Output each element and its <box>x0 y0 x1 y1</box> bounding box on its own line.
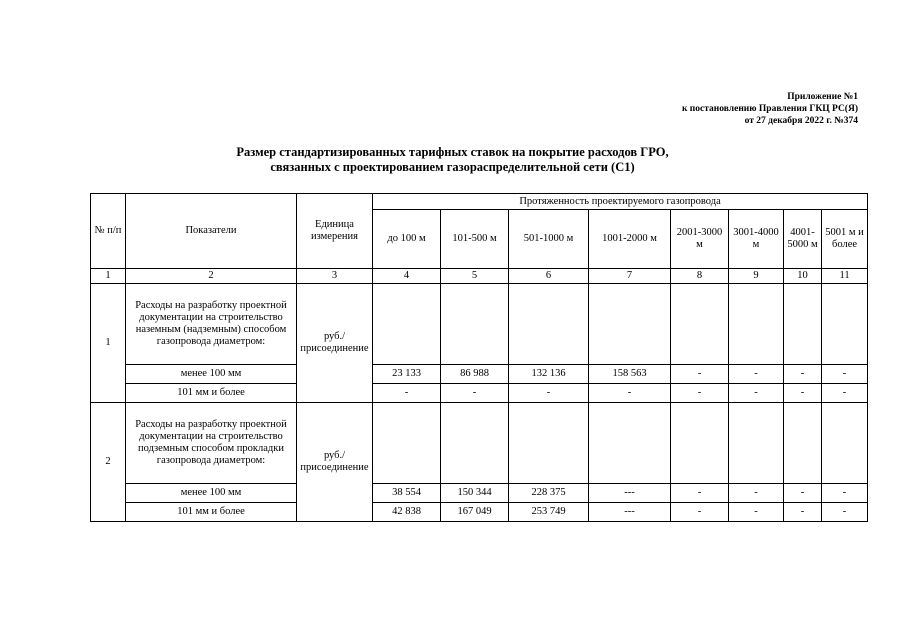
column-number: 7 <box>589 269 671 284</box>
table-cell: 132 136 <box>509 365 589 384</box>
table-cell: 228 375 <box>509 484 589 503</box>
table-row <box>91 284 868 365</box>
table-cell: 158 563 <box>589 365 671 384</box>
table-cell: - <box>671 384 729 403</box>
table-cell: - <box>784 365 822 384</box>
table-cell: - <box>822 503 868 522</box>
row-description: Расходы на разработку проектной документации на строительство наземным (надземным) способом газопровода диаметром: <box>126 284 297 365</box>
table-cell: - <box>822 365 868 384</box>
title-line-2: связанных с проектированием газораспределительной сети (С1) <box>270 160 635 174</box>
column-number-row <box>91 269 868 284</box>
appendix-line-3: от 27 декабря 2022 г. №374 <box>744 116 858 126</box>
column-number: 4 <box>373 269 441 284</box>
header-col: 501-1000 м <box>509 210 589 269</box>
row-number: 2 <box>91 403 126 522</box>
column-number: 3 <box>297 269 373 284</box>
header-col: 4001-5000 м <box>784 210 822 269</box>
title-line-1: Размер стандартизированных тарифных ставок на покрытие расходов ГРО, <box>236 145 669 159</box>
table-cell: 38 554 <box>373 484 441 503</box>
row-unit: руб./присоединение <box>297 284 373 403</box>
table-cell: - <box>671 503 729 522</box>
table-cell: - <box>373 384 441 403</box>
appendix-line-2: к постановлению Правления ГКЦ РС(Я) <box>681 104 858 114</box>
table-cell: --- <box>589 503 671 522</box>
row-unit: руб./присоединение <box>297 403 373 522</box>
appendix-block <box>682 91 858 127</box>
table-cell: 150 344 <box>441 484 509 503</box>
table-cell: - <box>729 503 784 522</box>
column-number: 2 <box>126 269 297 284</box>
row-label: менее 100 мм <box>126 365 297 384</box>
row-number: 1 <box>91 284 126 403</box>
tariff-table <box>90 193 868 522</box>
appendix-line-1: Приложение №1 <box>787 92 858 102</box>
table-cell: - <box>822 384 868 403</box>
table-cell: - <box>589 384 671 403</box>
column-number: 6 <box>509 269 589 284</box>
table-cell: 86 988 <box>441 365 509 384</box>
header-unit: Единица измерения <box>297 194 373 269</box>
row-label: 101 мм и более <box>126 503 297 522</box>
table-cell: - <box>784 384 822 403</box>
table-row <box>91 484 868 503</box>
table-row <box>91 384 868 403</box>
column-number: 11 <box>822 269 868 284</box>
column-number: 8 <box>671 269 729 284</box>
table-cell: - <box>729 365 784 384</box>
row-label: менее 100 мм <box>126 484 297 503</box>
header-length-group: Протяженность проектируемого газопровода <box>373 194 868 210</box>
row-label: 101 мм и более <box>126 384 297 403</box>
table-cell: 42 838 <box>373 503 441 522</box>
header-col: 1001-2000 м <box>589 210 671 269</box>
table-row <box>91 365 868 384</box>
table-cell: 253 749 <box>509 503 589 522</box>
header-number: № п/п <box>91 194 126 269</box>
table-cell: - <box>729 484 784 503</box>
table-cell: - <box>784 484 822 503</box>
table-cell: - <box>822 484 868 503</box>
table-cell: 23 133 <box>373 365 441 384</box>
row-description: Расходы на разработку проектной документации на строительство подземным способом прокладки газопровода диаметром: <box>126 403 297 484</box>
table-row <box>91 403 868 484</box>
document-title <box>0 145 905 175</box>
table-cell: - <box>729 384 784 403</box>
header-col: 3001-4000 м <box>729 210 784 269</box>
header-col: 2001-3000 м <box>671 210 729 269</box>
header-col: 5001 м и более <box>822 210 868 269</box>
column-number: 1 <box>91 269 126 284</box>
table-cell: - <box>441 384 509 403</box>
table-cell: - <box>784 503 822 522</box>
header-col: до 100 м <box>373 210 441 269</box>
table-cell: 167 049 <box>441 503 509 522</box>
table-cell: - <box>671 365 729 384</box>
header-col: 101-500 м <box>441 210 509 269</box>
header-indicator: Показатели <box>126 194 297 269</box>
table-cell: --- <box>589 484 671 503</box>
table-row <box>91 503 868 522</box>
table-cell: - <box>671 484 729 503</box>
column-number: 10 <box>784 269 822 284</box>
table-cell: - <box>509 384 589 403</box>
column-number: 9 <box>729 269 784 284</box>
column-number: 5 <box>441 269 509 284</box>
